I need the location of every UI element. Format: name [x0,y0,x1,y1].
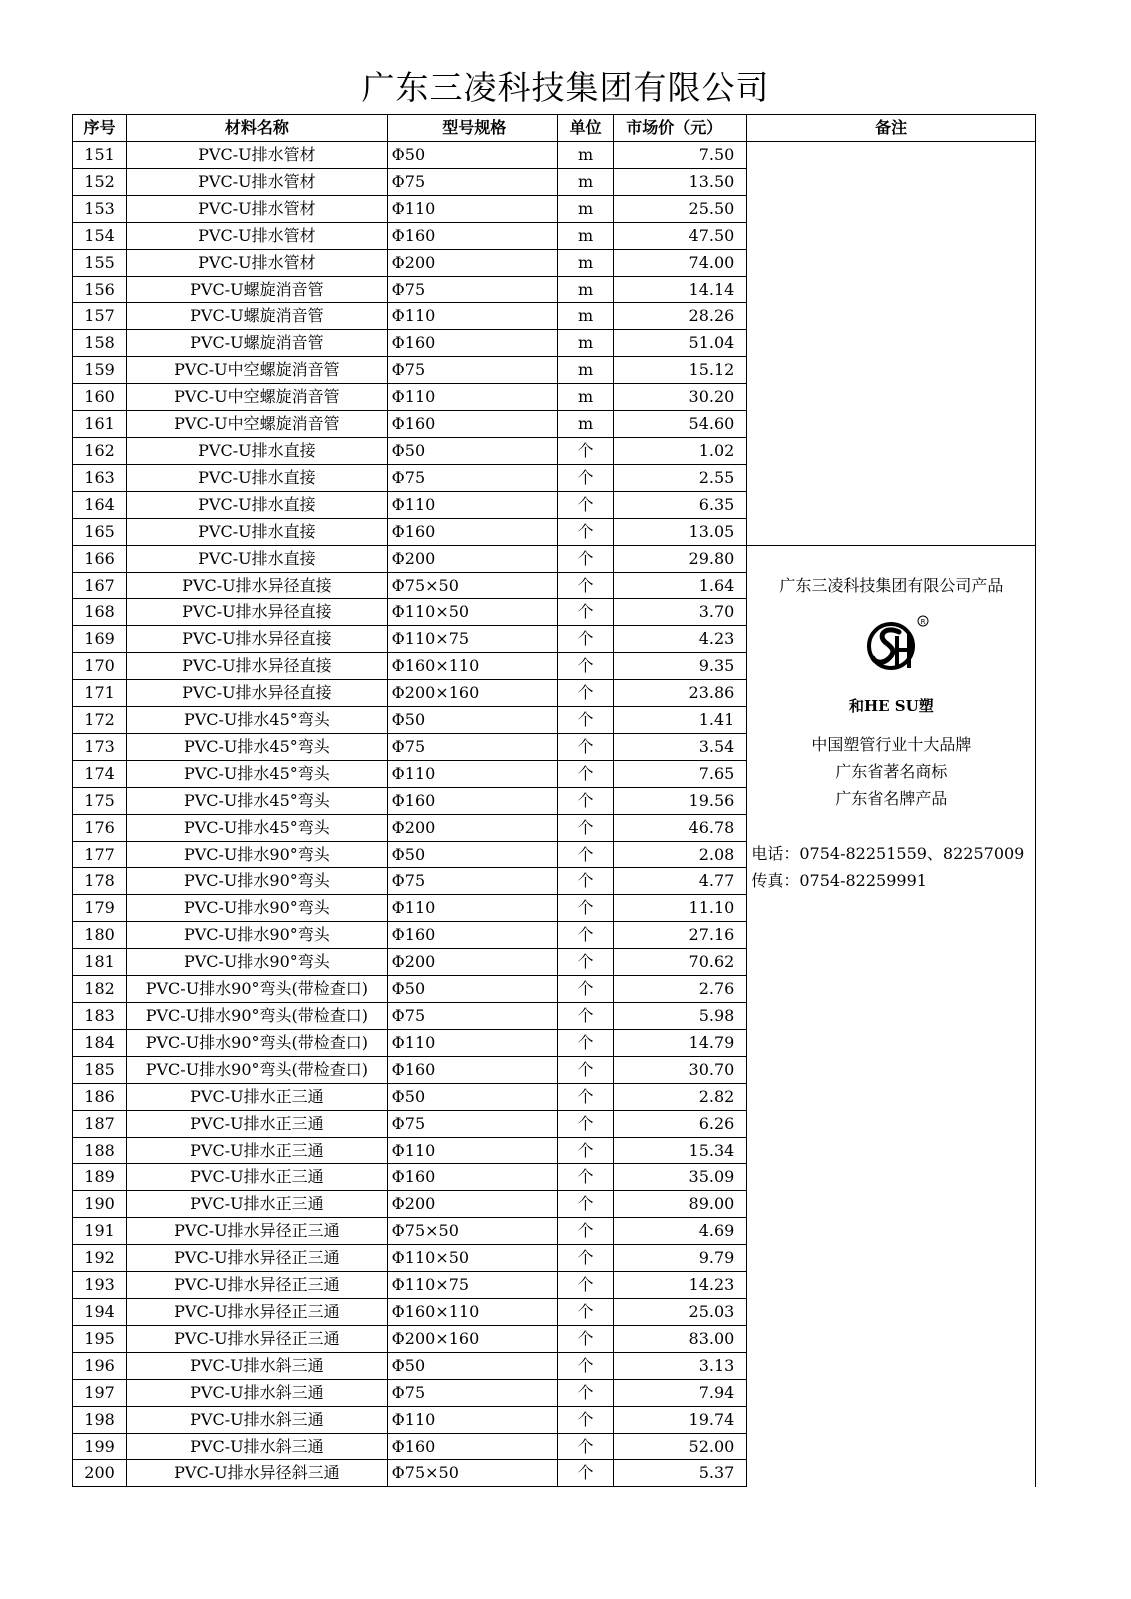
row-name: PVC-U中空螺旋消音管 [127,357,388,384]
row-spec: Φ200 [387,249,557,276]
row-spec: Φ200 [387,1191,557,1218]
row-name: PVC-U排水异径直接 [127,680,388,707]
row-spec: Φ160 [387,1056,557,1083]
row-no: 154 [73,222,127,249]
row-spec: Φ75×50 [387,572,557,599]
row-price: 3.13 [614,1352,747,1379]
row-price: 52.00 [614,1433,747,1460]
row-name: PVC-U排水正三通 [127,1191,388,1218]
row-spec: Φ50 [387,437,557,464]
row-no: 162 [73,437,127,464]
row-price: 46.78 [614,814,747,841]
row-price: 4.23 [614,626,747,653]
row-spec: Φ110 [387,303,557,330]
page-title: 广东三凌科技集团有限公司 [361,68,770,107]
note-box [747,546,1035,1487]
contact-info [751,840,1024,894]
row-spec: Φ110 [387,195,557,222]
row-unit: m [557,411,613,438]
row-no: 189 [73,1164,127,1191]
row-spec: Φ110 [387,895,557,922]
row-spec: Φ160 [387,518,557,545]
header-no: 序号 [73,115,127,142]
row-no: 181 [73,949,127,976]
row-spec: Φ110×75 [387,1272,557,1299]
row-spec: Φ200×160 [387,1325,557,1352]
row-no: 182 [73,976,127,1003]
row-unit: 个 [557,1029,613,1056]
row-unit: 个 [557,464,613,491]
row-unit: 个 [557,572,613,599]
row-unit: m [557,384,613,411]
row-price: 30.70 [614,1056,747,1083]
row-no: 183 [73,1003,127,1030]
row-no: 174 [73,760,127,787]
row-no: 193 [73,1272,127,1299]
row-no: 200 [73,1460,127,1487]
row-unit: 个 [557,437,613,464]
row-spec: Φ160×110 [387,653,557,680]
row-unit: 个 [557,599,613,626]
row-spec: Φ50 [387,142,557,169]
row-name: PVC-U排水异径正三通 [127,1298,388,1325]
row-no: 177 [73,841,127,868]
row-price: 7.94 [614,1379,747,1406]
row-spec: Φ75 [387,1110,557,1137]
row-unit: m [557,142,613,169]
row-name: PVC-U排水45°弯头 [127,760,388,787]
row-name: PVC-U排水正三通 [127,1110,388,1137]
row-name: PVC-U排水直接 [127,491,388,518]
row-no: 194 [73,1298,127,1325]
row-spec: Φ75×50 [387,1218,557,1245]
row-price: 7.65 [614,760,747,787]
header-note: 备注 [747,115,1036,142]
row-name: PVC-U螺旋消音管 [127,330,388,357]
row-name: PVC-U排水90°弯头(带检查口) [127,976,388,1003]
row-price: 11.10 [614,895,747,922]
row-price: 14.14 [614,276,747,303]
row-name: PVC-U排水90°弯头 [127,949,388,976]
row-name: PVC-U排水管材 [127,222,388,249]
row-spec: Φ50 [387,707,557,734]
row-name: PVC-U螺旋消音管 [127,276,388,303]
row-unit: m [557,303,613,330]
row-name: PVC-U排水斜三通 [127,1379,388,1406]
row-name: PVC-U排水斜三通 [127,1433,388,1460]
row-name: PVC-U排水管材 [127,142,388,169]
row-name: PVC-U排水管材 [127,168,388,195]
row-price: 25.50 [614,195,747,222]
header-unit: 单位 [557,115,613,142]
row-unit: 个 [557,626,613,653]
row-spec: Φ200×160 [387,680,557,707]
row-unit: 个 [557,976,613,1003]
row-name: PVC-U排水直接 [127,545,388,572]
row-price: 4.69 [614,1218,747,1245]
header-price: 市场价（元） [614,115,747,142]
row-unit: m [557,195,613,222]
row-no: 171 [73,680,127,707]
row-name: PVC-U排水90°弯头 [127,922,388,949]
row-price: 23.86 [614,680,747,707]
row-price: 54.60 [614,411,747,438]
row-price: 9.35 [614,653,747,680]
row-unit: 个 [557,841,613,868]
row-no: 191 [73,1218,127,1245]
row-spec: Φ110×50 [387,599,557,626]
row-price: 83.00 [614,1325,747,1352]
row-spec: Φ75 [387,168,557,195]
header-name: 材料名称 [127,115,388,142]
table-row [73,142,1036,169]
row-name: PVC-U排水90°弯头 [127,868,388,895]
row-price: 29.80 [614,545,747,572]
row-no: 184 [73,1029,127,1056]
row-no: 161 [73,411,127,438]
row-no: 186 [73,1083,127,1110]
row-name: PVC-U中空螺旋消音管 [127,411,388,438]
price-table [72,114,1036,1487]
row-name: PVC-U排水异径正三通 [127,1325,388,1352]
row-price: 1.41 [614,707,747,734]
row-no: 176 [73,814,127,841]
row-name: PVC-U排水斜三通 [127,1406,388,1433]
row-no: 173 [73,733,127,760]
row-spec: Φ160 [387,330,557,357]
row-price: 70.62 [614,949,747,976]
row-price: 89.00 [614,1191,747,1218]
row-unit: 个 [557,1460,613,1487]
row-name: PVC-U排水管材 [127,195,388,222]
row-spec: Φ50 [387,976,557,1003]
honor-item: 广东省著名商标 [835,761,948,781]
row-unit: 个 [557,1083,613,1110]
svg-text:R: R [920,617,926,626]
row-price: 4.77 [614,868,747,895]
row-unit: 个 [557,1352,613,1379]
row-price: 25.03 [614,1298,747,1325]
row-spec: Φ160 [387,1433,557,1460]
row-name: PVC-U排水45°弯头 [127,707,388,734]
row-no: 185 [73,1056,127,1083]
honor-item: 广东省名牌产品 [835,788,948,808]
row-no: 197 [73,1379,127,1406]
row-price: 51.04 [614,330,747,357]
row-spec: Φ75 [387,276,557,303]
row-no: 165 [73,518,127,545]
row-unit: 个 [557,1272,613,1299]
row-name: PVC-U排水直接 [127,518,388,545]
row-name: PVC-U排水异径正三通 [127,1245,388,1272]
row-unit: 个 [557,1406,613,1433]
row-price: 3.54 [614,733,747,760]
row-unit: 个 [557,1110,613,1137]
row-unit: 个 [557,1218,613,1245]
row-name: PVC-U排水异径直接 [127,599,388,626]
row-price: 3.70 [614,599,747,626]
row-unit: 个 [557,1298,613,1325]
row-name: PVC-U排水异径正三通 [127,1218,388,1245]
honors-list [747,731,1035,812]
row-no: 190 [73,1191,127,1218]
row-no: 192 [73,1245,127,1272]
row-unit: m [557,168,613,195]
row-name: PVC-U排水正三通 [127,1164,388,1191]
row-unit: m [557,330,613,357]
row-name: PVC-U排水90°弯头(带检查口) [127,1056,388,1083]
row-no: 172 [73,707,127,734]
row-no: 155 [73,249,127,276]
row-spec: Φ75 [387,464,557,491]
row-no: 198 [73,1406,127,1433]
row-unit: 个 [557,1003,613,1030]
row-no: 152 [73,168,127,195]
row-no: 188 [73,1137,127,1164]
row-spec: Φ110 [387,1406,557,1433]
row-name: PVC-U螺旋消音管 [127,303,388,330]
row-price: 47.50 [614,222,747,249]
row-name: PVC-U排水90°弯头 [127,895,388,922]
row-spec: Φ50 [387,841,557,868]
row-price: 28.26 [614,303,747,330]
row-unit: 个 [557,680,613,707]
table-row [73,545,1036,572]
row-unit: 个 [557,922,613,949]
row-price: 1.02 [614,437,747,464]
row-name: PVC-U排水正三通 [127,1083,388,1110]
row-price: 2.55 [614,464,747,491]
row-price: 6.35 [614,491,747,518]
row-no: 159 [73,357,127,384]
row-spec: Φ110 [387,384,557,411]
fax-text: 传真：0754-82259991 [751,870,927,890]
row-no: 166 [73,545,127,572]
row-price: 19.56 [614,787,747,814]
row-unit: 个 [557,518,613,545]
row-no: 163 [73,464,127,491]
note-cell-lower [747,545,1036,1487]
row-spec: Φ110 [387,491,557,518]
row-spec: Φ110×50 [387,1245,557,1272]
row-price: 14.79 [614,1029,747,1056]
row-spec: Φ110 [387,1029,557,1056]
row-spec: Φ75×50 [387,1460,557,1487]
row-price: 9.79 [614,1245,747,1272]
row-no: 156 [73,276,127,303]
row-name: PVC-U排水异径直接 [127,626,388,653]
row-price: 5.98 [614,1003,747,1030]
row-spec: Φ160 [387,922,557,949]
row-name: PVC-U排水异径直接 [127,653,388,680]
row-price: 15.34 [614,1137,747,1164]
row-no: 167 [73,572,127,599]
honor-item: 中国塑管行业十大品牌 [811,734,972,754]
row-name: PVC-U排水45°弯头 [127,814,388,841]
row-no: 160 [73,384,127,411]
row-unit: 个 [557,895,613,922]
table-body [73,142,1036,1487]
row-spec: Φ75 [387,357,557,384]
row-price: 13.50 [614,168,747,195]
row-unit: m [557,222,613,249]
row-price: 1.64 [614,572,747,599]
row-no: 151 [73,142,127,169]
row-spec: Φ200 [387,814,557,841]
row-unit: 个 [557,814,613,841]
row-name: PVC-U排水管材 [127,249,388,276]
row-no: 196 [73,1352,127,1379]
row-spec: Φ160 [387,222,557,249]
row-name: PVC-U排水直接 [127,464,388,491]
row-name: PVC-U排水45°弯头 [127,787,388,814]
row-unit: m [557,357,613,384]
row-unit: 个 [557,787,613,814]
row-unit: 个 [557,949,613,976]
row-unit: 个 [557,707,613,734]
row-price: 7.50 [614,142,747,169]
row-unit: 个 [557,1379,613,1406]
row-no: 164 [73,491,127,518]
row-spec: Φ110 [387,1137,557,1164]
row-name: PVC-U排水45°弯头 [127,733,388,760]
row-spec: Φ200 [387,545,557,572]
row-name: PVC-U排水异径斜三通 [127,1460,388,1487]
row-spec: Φ160 [387,787,557,814]
table-header-row [73,115,1036,142]
row-price: 13.05 [614,518,747,545]
row-name: PVC-U中空螺旋消音管 [127,384,388,411]
row-unit: 个 [557,1164,613,1191]
row-name: PVC-U排水斜三通 [127,1352,388,1379]
row-name: PVC-U排水90°弯头(带检查口) [127,1003,388,1030]
row-name: PVC-U排水90°弯头(带检查口) [127,1029,388,1056]
row-unit: 个 [557,653,613,680]
row-price: 14.23 [614,1272,747,1299]
row-spec: Φ160×110 [387,1298,557,1325]
row-name: PVC-U排水直接 [127,437,388,464]
row-name: PVC-U排水正三通 [127,1137,388,1164]
row-no: 157 [73,303,127,330]
row-spec: Φ200 [387,949,557,976]
row-no: 168 [73,599,127,626]
row-price: 27.16 [614,922,747,949]
row-spec: Φ160 [387,411,557,438]
phone-text: 电话：0754-82251559、82257009 [751,843,1025,863]
row-no: 158 [73,330,127,357]
row-name: PVC-U排水异径直接 [127,572,388,599]
row-no: 195 [73,1325,127,1352]
row-unit: 个 [557,545,613,572]
row-no: 187 [73,1110,127,1137]
row-unit: 个 [557,491,613,518]
row-unit: 个 [557,1137,613,1164]
row-unit: 个 [557,1245,613,1272]
brand-product-text: 广东三凌科技集团有限公司产品 [779,575,1004,595]
row-spec: Φ50 [387,1352,557,1379]
row-no: 170 [73,653,127,680]
row-no: 153 [73,195,127,222]
row-unit: 个 [557,1056,613,1083]
row-unit: 个 [557,1191,613,1218]
row-no: 179 [73,895,127,922]
row-spec: Φ110 [387,760,557,787]
row-unit: 个 [557,1433,613,1460]
row-name: PVC-U排水90°弯头 [127,841,388,868]
row-price: 5.37 [614,1460,747,1487]
row-name: PVC-U排水异径正三通 [127,1272,388,1299]
row-price: 30.20 [614,384,747,411]
row-spec: Φ50 [387,1083,557,1110]
row-spec: Φ160 [387,1164,557,1191]
row-unit: m [557,249,613,276]
row-price: 19.74 [614,1406,747,1433]
row-no: 199 [73,1433,127,1460]
row-no: 169 [73,626,127,653]
row-price: 2.82 [614,1083,747,1110]
row-spec: Φ75 [387,1003,557,1030]
row-unit: 个 [557,1325,613,1352]
note-cell-upper [747,142,1036,546]
row-no: 180 [73,922,127,949]
row-spec: Φ75 [387,868,557,895]
row-spec: Φ110×75 [387,626,557,653]
row-spec: Φ75 [387,1379,557,1406]
row-price: 2.76 [614,976,747,1003]
row-spec: Φ75 [387,733,557,760]
row-price: 6.26 [614,1110,747,1137]
row-unit: 个 [557,733,613,760]
row-price: 74.00 [614,249,747,276]
row-price: 35.09 [614,1164,747,1191]
row-unit: 个 [557,760,613,787]
row-no: 178 [73,868,127,895]
row-no: 175 [73,787,127,814]
row-unit: 个 [557,868,613,895]
row-unit: m [557,276,613,303]
row-price: 15.12 [614,357,747,384]
logo-caption: 和HE SU塑 [848,696,934,715]
header-spec: 型号规格 [387,115,557,142]
row-price: 2.08 [614,841,747,868]
